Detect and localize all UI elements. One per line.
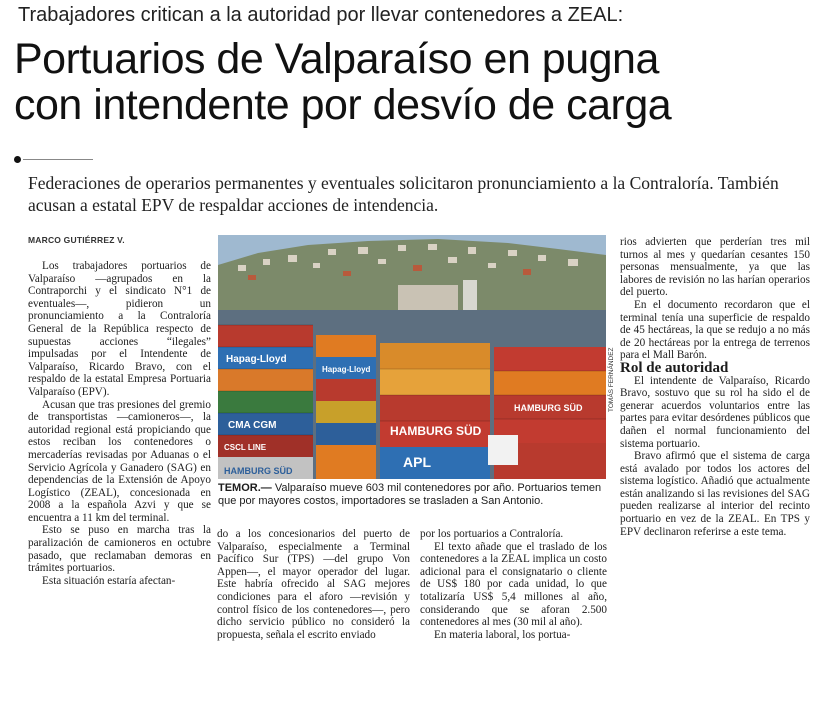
kicker: Trabajadores critican a la autoridad por llevar contenedores a ZEAL: <box>18 4 624 26</box>
paragraph: Esta situación estaría afectan- <box>42 574 176 587</box>
photo-credit: TOMÁS FERNÁNDEZ <box>608 347 615 412</box>
container-label: Hapag-Lloyd <box>226 354 287 365</box>
bullet-rule <box>14 156 94 164</box>
headline-line-1: Portuarios de Valparaíso en pugna <box>14 35 659 83</box>
paragraph: Los trabajadores portuarios de Valparaíso —agrupados en la Contraporchi y el sindicato N°1 de eventuales—, pidieron un pronunciamiento a la Contraloría General de la República respecto de supuestas acciones “ilegales” impulsadas por el Intendente de Valparaíso, Ricardo Bravo, con el respaldo de la estatal Empresa Portuaria Valparaíso (EPV). <box>28 260 211 398</box>
paragraph: El intendente de Valparaíso, Ricardo Bravo, sostuvo que su rol ha sido el de generar acuerdos voluntarios entre las partes para evitar desórdenes públicos que dañen el normal funcionamiento del sistema portuario. <box>620 374 810 450</box>
paragraph: Bravo afirmó que el sistema de carga está avalado por todos los actores del sistema logístico. Añadió que actualmente están analizando si las revisiones del SAG pueden realizarse al interior del recinto portuario en vez de la ZEAL. En TPS y EPV declinaron referirse a este tema. <box>620 450 810 538</box>
article-column-4 <box>620 236 810 538</box>
photo-caption <box>218 482 610 508</box>
port-containers-photo <box>218 235 606 479</box>
container-label: HAMBURG SÜD <box>390 424 482 438</box>
paragraph: rios advierten que perderían tres mil turnos al mes y quedarían cesantes 150 personas mensualmente, ya que las labores de revisión no las harían operarios del puerto. <box>620 236 810 299</box>
caption-text: Valparaíso mueve 603 mil contenedores por año. Portuarios temen que por mayores costos, importadores se trasladen a San Antonio. <box>218 482 602 507</box>
rule-line <box>23 159 93 160</box>
bullet-dot-icon <box>14 156 21 163</box>
caption-lead: TEMOR.— <box>218 482 272 494</box>
container-label: CSCL LINE <box>224 443 267 452</box>
container-label: CMA CGM <box>228 420 277 431</box>
article-column-1 <box>28 260 211 587</box>
paragraph: El texto añade que el traslado de los contenedores a la ZEAL implica un costo adicional para el consignatario o cliente de US$ 180 por cada unidad, lo que totalizaría US$ 5,4 millones al año, considerando que se aforan 2.500 contenedores al mes (30 mil al año). <box>420 540 607 629</box>
container-label: Hapag-Lloyd <box>322 365 371 374</box>
container-label: HAMBURG SÜD <box>224 466 293 476</box>
section-subhead: Rol de autoridad <box>620 359 729 376</box>
paragraph: Acusan que tras presiones del gremio de transportistas —camioneros—, la autoridad regional está propiciando que estos reciban los contenedores o mercaderías revisadas por Aduanas o el Servicio Agrícola y Ganadero (SAG) en dependencias de la Extensión de Apoyo Logístico (ZEAL), concesionada en 2008 a la española Azvi y que se encuentra a 11 km del terminal. <box>28 398 211 524</box>
paragraph: do a los concesionarios del puerto de Valparaíso, especialmente a Terminal Pacífico Sur (TPS) —del grupo Von Appen—, el mayor operador del lugar. Este habría ofrecido al SAG mejores condiciones para el aforo —revisión y control físico de los contenedores—, pero dicho servicio público no consideró la propuesta, señala el escrito enviado <box>217 528 410 641</box>
headline <box>14 36 819 128</box>
deck-subtitle: Federaciones de operarios permanentes y eventuales solicitaron pronunciamiento a la Contraloría. También acusan a estatal EPV de respaldar acciones de intendencia. <box>28 173 779 215</box>
paragraph: Esto se puso en marcha tras la paralización de camioneros en octubre pasado, que reclamaban demoras en trámites portuarios. <box>28 524 211 575</box>
container-label: HAMBURG SÜD <box>514 403 583 413</box>
paragraph: En materia laboral, los portua- <box>434 628 571 641</box>
byline: MARCO GUTIÉRREZ V. <box>28 235 125 245</box>
headline-line-2: con intendente por desvío de carga <box>14 81 672 129</box>
container-label: APL <box>403 454 431 470</box>
article-column-2 <box>217 528 410 641</box>
paragraph: por los portuarios a Contraloría. <box>420 528 564 540</box>
paragraph: En el documento recordaron que el terminal tenía una superficie de respaldo de 45 hectáreas, la que se redujo a no más de 20 hectáreas por la entrega de terrenos para el Mall Barón. <box>620 298 810 362</box>
article-column-3 <box>420 528 607 641</box>
